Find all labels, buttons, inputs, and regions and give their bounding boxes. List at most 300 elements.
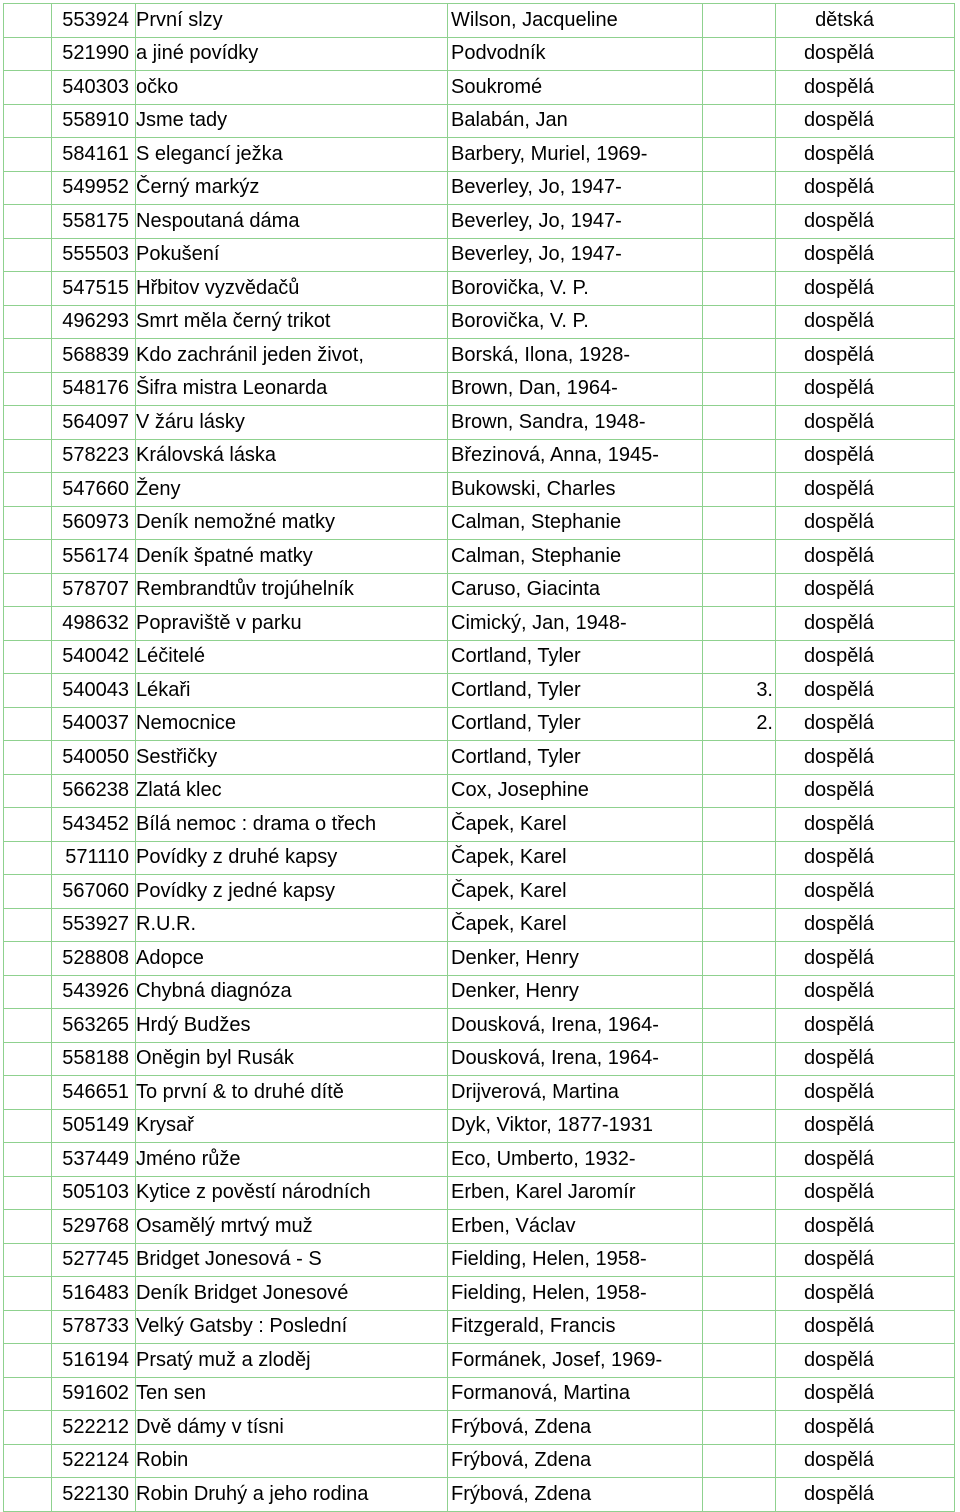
book-category: dospělá xyxy=(776,1344,955,1378)
book-category: dospělá xyxy=(776,1444,955,1478)
table-row xyxy=(4,506,955,540)
book-title: R.U.R. xyxy=(136,908,448,942)
table-row xyxy=(4,540,955,574)
book-category: dospělá xyxy=(776,339,955,373)
book-category: dospělá xyxy=(776,439,955,473)
table-row xyxy=(4,607,955,641)
table-row xyxy=(4,774,955,808)
book-title: To první & to druhé dítě xyxy=(136,1076,448,1110)
book-category: dospělá xyxy=(776,975,955,1009)
row-gutter xyxy=(4,1109,52,1143)
book-category: dospělá xyxy=(776,1009,955,1043)
book-volume xyxy=(703,1042,776,1076)
book-volume: 3. xyxy=(703,674,776,708)
book-id: 578223 xyxy=(52,439,136,473)
table-row xyxy=(4,272,955,306)
row-gutter xyxy=(4,372,52,406)
book-volume: 2. xyxy=(703,707,776,741)
row-gutter xyxy=(4,540,52,574)
book-id: 522212 xyxy=(52,1411,136,1445)
row-gutter xyxy=(4,272,52,306)
book-volume xyxy=(703,1009,776,1043)
row-gutter xyxy=(4,339,52,373)
book-id: 567060 xyxy=(52,875,136,909)
book-volume xyxy=(703,506,776,540)
book-volume xyxy=(703,640,776,674)
book-category: dospělá xyxy=(776,640,955,674)
book-title: První slzy xyxy=(136,4,448,38)
book-author: Fielding, Helen, 1958- xyxy=(448,1243,703,1277)
book-volume xyxy=(703,875,776,909)
book-id: 528808 xyxy=(52,942,136,976)
row-gutter xyxy=(4,1344,52,1378)
book-author: Balabán, Jan xyxy=(448,104,703,138)
book-volume xyxy=(703,339,776,373)
book-category: dospělá xyxy=(776,205,955,239)
table-row xyxy=(4,205,955,239)
book-author: Erben, Karel Jaromír xyxy=(448,1176,703,1210)
row-gutter xyxy=(4,171,52,205)
book-category: dospělá xyxy=(776,942,955,976)
table-row xyxy=(4,1210,955,1244)
book-title: Sestřičky xyxy=(136,741,448,775)
book-category: dospělá xyxy=(776,272,955,306)
book-category: dospělá xyxy=(776,305,955,339)
book-author: Fitzgerald, Francis xyxy=(448,1310,703,1344)
book-category: dospělá xyxy=(776,774,955,808)
book-title: Robin xyxy=(136,1444,448,1478)
row-gutter xyxy=(4,104,52,138)
book-id: 591602 xyxy=(52,1377,136,1411)
table-row xyxy=(4,1009,955,1043)
book-title: Povídky z jedné kapsy xyxy=(136,875,448,909)
book-volume xyxy=(703,4,776,38)
book-volume xyxy=(703,975,776,1009)
book-title: Kdo zachránil jeden život, xyxy=(136,339,448,373)
book-id: 558188 xyxy=(52,1042,136,1076)
book-id: 546651 xyxy=(52,1076,136,1110)
book-id: 578733 xyxy=(52,1310,136,1344)
table-row xyxy=(4,1411,955,1445)
book-title: V žáru lásky xyxy=(136,406,448,440)
book-volume xyxy=(703,573,776,607)
book-author: Beverley, Jo, 1947- xyxy=(448,238,703,272)
book-id: 522130 xyxy=(52,1478,136,1512)
book-author: Frýbová, Zdena xyxy=(448,1478,703,1512)
row-gutter xyxy=(4,975,52,1009)
table-row xyxy=(4,741,955,775)
book-author: Cortland, Tyler xyxy=(448,741,703,775)
book-title: Hřbitov vyzvědačů xyxy=(136,272,448,306)
book-volume xyxy=(703,238,776,272)
book-title: Povídky z druhé kapsy xyxy=(136,841,448,875)
book-id: 529768 xyxy=(52,1210,136,1244)
table-row xyxy=(4,1109,955,1143)
table-row xyxy=(4,1076,955,1110)
row-gutter xyxy=(4,741,52,775)
table-row xyxy=(4,942,955,976)
book-id: 558175 xyxy=(52,205,136,239)
book-author: Čapek, Karel xyxy=(448,808,703,842)
book-title: Královská láska xyxy=(136,439,448,473)
row-gutter xyxy=(4,1310,52,1344)
table-row xyxy=(4,339,955,373)
book-title: Bridget Jonesová - S xyxy=(136,1243,448,1277)
book-author: Denker, Henry xyxy=(448,975,703,1009)
book-id: 558910 xyxy=(52,104,136,138)
table-row xyxy=(4,138,955,172)
book-category: dospělá xyxy=(776,1411,955,1445)
book-title: Černý markýz xyxy=(136,171,448,205)
book-category: dospělá xyxy=(776,1109,955,1143)
book-author: Frýbová, Zdena xyxy=(448,1411,703,1445)
book-category: dospělá xyxy=(776,1143,955,1177)
table-row xyxy=(4,4,955,38)
book-id: 555503 xyxy=(52,238,136,272)
book-title: Adopce xyxy=(136,942,448,976)
book-category: dospělá xyxy=(776,1076,955,1110)
table-row xyxy=(4,1310,955,1344)
book-title: Rembrandtův trojúhelník xyxy=(136,573,448,607)
book-title: Pokušení xyxy=(136,238,448,272)
book-id: 563265 xyxy=(52,1009,136,1043)
row-gutter xyxy=(4,707,52,741)
book-volume xyxy=(703,1411,776,1445)
row-gutter xyxy=(4,1277,52,1311)
row-gutter xyxy=(4,1444,52,1478)
book-category: dospělá xyxy=(776,1042,955,1076)
table-row xyxy=(4,406,955,440)
book-category: dospělá xyxy=(776,506,955,540)
book-category: dospělá xyxy=(776,406,955,440)
book-author: Denker, Henry xyxy=(448,942,703,976)
book-id: 540303 xyxy=(52,71,136,105)
book-author: Brown, Sandra, 1948- xyxy=(448,406,703,440)
row-gutter xyxy=(4,875,52,909)
book-volume xyxy=(703,540,776,574)
book-author: Formanová, Martina xyxy=(448,1377,703,1411)
book-category: dospělá xyxy=(776,1377,955,1411)
book-id: 543926 xyxy=(52,975,136,1009)
book-author: Borovička, V. P. xyxy=(448,272,703,306)
row-gutter xyxy=(4,908,52,942)
book-volume xyxy=(703,1277,776,1311)
table-row xyxy=(4,1143,955,1177)
row-gutter xyxy=(4,1377,52,1411)
book-category: dospělá xyxy=(776,1478,955,1512)
row-gutter xyxy=(4,674,52,708)
row-gutter xyxy=(4,640,52,674)
book-title: a jiné povídky xyxy=(136,37,448,71)
table-row xyxy=(4,1243,955,1277)
book-id: 556174 xyxy=(52,540,136,574)
book-category: dospělá xyxy=(776,104,955,138)
book-title: Deník špatné matky xyxy=(136,540,448,574)
book-category: dospělá xyxy=(776,741,955,775)
book-id: 498632 xyxy=(52,607,136,641)
book-title: Prsatý muž a zloděj xyxy=(136,1344,448,1378)
book-author: Brown, Dan, 1964- xyxy=(448,372,703,406)
book-category: dospělá xyxy=(776,908,955,942)
row-gutter xyxy=(4,138,52,172)
table-row xyxy=(4,1344,955,1378)
row-gutter xyxy=(4,1176,52,1210)
book-id: 578707 xyxy=(52,573,136,607)
book-volume xyxy=(703,439,776,473)
book-volume xyxy=(703,473,776,507)
book-volume xyxy=(703,372,776,406)
row-gutter xyxy=(4,238,52,272)
row-gutter xyxy=(4,808,52,842)
book-author: Cimický, Jan, 1948- xyxy=(448,607,703,641)
table-row xyxy=(4,71,955,105)
book-title: Oněgin byl Rusák xyxy=(136,1042,448,1076)
book-title: Krysař xyxy=(136,1109,448,1143)
book-category: dospělá xyxy=(776,372,955,406)
book-title: Jméno růže xyxy=(136,1143,448,1177)
book-id: 527745 xyxy=(52,1243,136,1277)
book-id: 549952 xyxy=(52,171,136,205)
table-row xyxy=(4,1478,955,1512)
book-id: 540043 xyxy=(52,674,136,708)
book-volume xyxy=(703,1143,776,1177)
book-volume xyxy=(703,1478,776,1512)
row-gutter xyxy=(4,1478,52,1512)
book-author: Erben, Václav xyxy=(448,1210,703,1244)
book-author: Formánek, Josef, 1969- xyxy=(448,1344,703,1378)
book-volume xyxy=(703,1210,776,1244)
book-category: dospělá xyxy=(776,875,955,909)
table-row xyxy=(4,439,955,473)
book-volume xyxy=(703,808,776,842)
book-author: Calman, Stephanie xyxy=(448,540,703,574)
book-id: 547660 xyxy=(52,473,136,507)
table-row xyxy=(4,171,955,205)
book-title: Nespoutaná dáma xyxy=(136,205,448,239)
book-id: 571110 xyxy=(52,841,136,875)
row-gutter xyxy=(4,4,52,38)
book-id: 584161 xyxy=(52,138,136,172)
book-id: 537449 xyxy=(52,1143,136,1177)
book-title: Lékaři xyxy=(136,674,448,708)
row-gutter xyxy=(4,942,52,976)
book-id: 540050 xyxy=(52,741,136,775)
book-id: 564097 xyxy=(52,406,136,440)
row-gutter xyxy=(4,473,52,507)
row-gutter xyxy=(4,1243,52,1277)
table-row xyxy=(4,473,955,507)
book-volume xyxy=(703,305,776,339)
table-row xyxy=(4,875,955,909)
table-row xyxy=(4,1377,955,1411)
table-row xyxy=(4,1444,955,1478)
row-gutter xyxy=(4,406,52,440)
book-title: Velký Gatsby : Poslední xyxy=(136,1310,448,1344)
book-author: Čapek, Karel xyxy=(448,841,703,875)
book-category: dětská xyxy=(776,4,955,38)
book-volume xyxy=(703,942,776,976)
book-author: Caruso, Giacinta xyxy=(448,573,703,607)
book-volume xyxy=(703,1444,776,1478)
book-volume xyxy=(703,1344,776,1378)
book-author: Eco, Umberto, 1932- xyxy=(448,1143,703,1177)
book-author: Dousková, Irena, 1964- xyxy=(448,1009,703,1043)
book-volume xyxy=(703,272,776,306)
row-gutter xyxy=(4,1076,52,1110)
book-volume xyxy=(703,71,776,105)
book-author: Čapek, Karel xyxy=(448,908,703,942)
book-title: Deník Bridget Jonesové xyxy=(136,1277,448,1311)
book-category: dospělá xyxy=(776,171,955,205)
book-category: dospělá xyxy=(776,238,955,272)
book-title: Smrt měla černý trikot xyxy=(136,305,448,339)
book-id: 496293 xyxy=(52,305,136,339)
book-id: 548176 xyxy=(52,372,136,406)
book-id: 516483 xyxy=(52,1277,136,1311)
row-gutter xyxy=(4,1143,52,1177)
table-row xyxy=(4,305,955,339)
book-volume xyxy=(703,1076,776,1110)
book-volume xyxy=(703,1176,776,1210)
book-volume xyxy=(703,1377,776,1411)
book-volume xyxy=(703,1109,776,1143)
book-id: 540037 xyxy=(52,707,136,741)
book-author: Borovička, V. P. xyxy=(448,305,703,339)
book-volume xyxy=(703,741,776,775)
row-gutter xyxy=(4,506,52,540)
table-row xyxy=(4,1277,955,1311)
book-list-body xyxy=(4,4,955,1512)
row-gutter xyxy=(4,1411,52,1445)
book-title: Hrdý Budžes xyxy=(136,1009,448,1043)
book-volume xyxy=(703,171,776,205)
book-author: Dyk, Viktor, 1877-1931 xyxy=(448,1109,703,1143)
book-category: dospělá xyxy=(776,37,955,71)
table-row xyxy=(4,808,955,842)
book-category: dospělá xyxy=(776,1310,955,1344)
book-author: Cox, Josephine xyxy=(448,774,703,808)
book-volume xyxy=(703,841,776,875)
book-title: Kytice z pověstí národních xyxy=(136,1176,448,1210)
book-category: dospělá xyxy=(776,1277,955,1311)
book-id: 553927 xyxy=(52,908,136,942)
book-list-table xyxy=(3,3,955,1512)
book-category: dospělá xyxy=(776,674,955,708)
book-volume xyxy=(703,37,776,71)
book-id: 568839 xyxy=(52,339,136,373)
book-volume xyxy=(703,908,776,942)
book-author: Borská, Ilona, 1928- xyxy=(448,339,703,373)
table-row xyxy=(4,674,955,708)
book-category: dospělá xyxy=(776,71,955,105)
book-category: dospělá xyxy=(776,707,955,741)
book-author: Calman, Stephanie xyxy=(448,506,703,540)
row-gutter xyxy=(4,1210,52,1244)
table-row xyxy=(4,573,955,607)
book-title: S elegancí ježka xyxy=(136,138,448,172)
book-category: dospělá xyxy=(776,540,955,574)
book-title: Ten sen xyxy=(136,1377,448,1411)
table-row xyxy=(4,707,955,741)
row-gutter xyxy=(4,774,52,808)
book-author: Podvodník xyxy=(448,37,703,71)
row-gutter xyxy=(4,1009,52,1043)
book-author: Fielding, Helen, 1958- xyxy=(448,1277,703,1311)
table-row xyxy=(4,372,955,406)
table-row xyxy=(4,640,955,674)
row-gutter xyxy=(4,1042,52,1076)
book-author: Cortland, Tyler xyxy=(448,640,703,674)
book-id: 516194 xyxy=(52,1344,136,1378)
book-author: Březinová, Anna, 1945- xyxy=(448,439,703,473)
table-row xyxy=(4,37,955,71)
book-title: Nemocnice xyxy=(136,707,448,741)
book-volume xyxy=(703,205,776,239)
book-author: Drijverová, Martina xyxy=(448,1076,703,1110)
book-title: Popraviště v parku xyxy=(136,607,448,641)
book-volume xyxy=(703,104,776,138)
book-title: očko xyxy=(136,71,448,105)
book-volume xyxy=(703,406,776,440)
row-gutter xyxy=(4,607,52,641)
book-id: 560973 xyxy=(52,506,136,540)
row-gutter xyxy=(4,71,52,105)
book-author: Barbery, Muriel, 1969- xyxy=(448,138,703,172)
book-volume xyxy=(703,607,776,641)
row-gutter xyxy=(4,573,52,607)
book-category: dospělá xyxy=(776,473,955,507)
book-category: dospělá xyxy=(776,1243,955,1277)
book-id: 543452 xyxy=(52,808,136,842)
book-title: Bílá nemoc : drama o třech xyxy=(136,808,448,842)
book-volume xyxy=(703,774,776,808)
book-author: Dousková, Irena, 1964- xyxy=(448,1042,703,1076)
book-author: Cortland, Tyler xyxy=(448,674,703,708)
book-title: Osamělý mrtvý muž xyxy=(136,1210,448,1244)
book-volume xyxy=(703,1243,776,1277)
table-row xyxy=(4,238,955,272)
book-category: dospělá xyxy=(776,138,955,172)
book-author: Beverley, Jo, 1947- xyxy=(448,205,703,239)
table-row xyxy=(4,975,955,1009)
book-category: dospělá xyxy=(776,1210,955,1244)
book-id: 522124 xyxy=(52,1444,136,1478)
book-title: Dvě dámy v tísni xyxy=(136,1411,448,1445)
book-id: 566238 xyxy=(52,774,136,808)
book-title: Robin Druhý a jeho rodina xyxy=(136,1478,448,1512)
book-id: 547515 xyxy=(52,272,136,306)
book-id: 540042 xyxy=(52,640,136,674)
book-author: Wilson, Jacqueline xyxy=(448,4,703,38)
book-id: 521990 xyxy=(52,37,136,71)
book-title: Léčitelé xyxy=(136,640,448,674)
book-title: Jsme tady xyxy=(136,104,448,138)
book-title: Deník nemožné matky xyxy=(136,506,448,540)
book-title: Chybná diagnóza xyxy=(136,975,448,1009)
row-gutter xyxy=(4,37,52,71)
book-category: dospělá xyxy=(776,1176,955,1210)
table-row xyxy=(4,841,955,875)
book-title: Ženy xyxy=(136,473,448,507)
book-category: dospělá xyxy=(776,808,955,842)
row-gutter xyxy=(4,305,52,339)
book-category: dospělá xyxy=(776,573,955,607)
book-volume xyxy=(703,138,776,172)
table-row xyxy=(4,104,955,138)
book-author: Frýbová, Zdena xyxy=(448,1444,703,1478)
row-gutter xyxy=(4,439,52,473)
book-id: 505149 xyxy=(52,1109,136,1143)
